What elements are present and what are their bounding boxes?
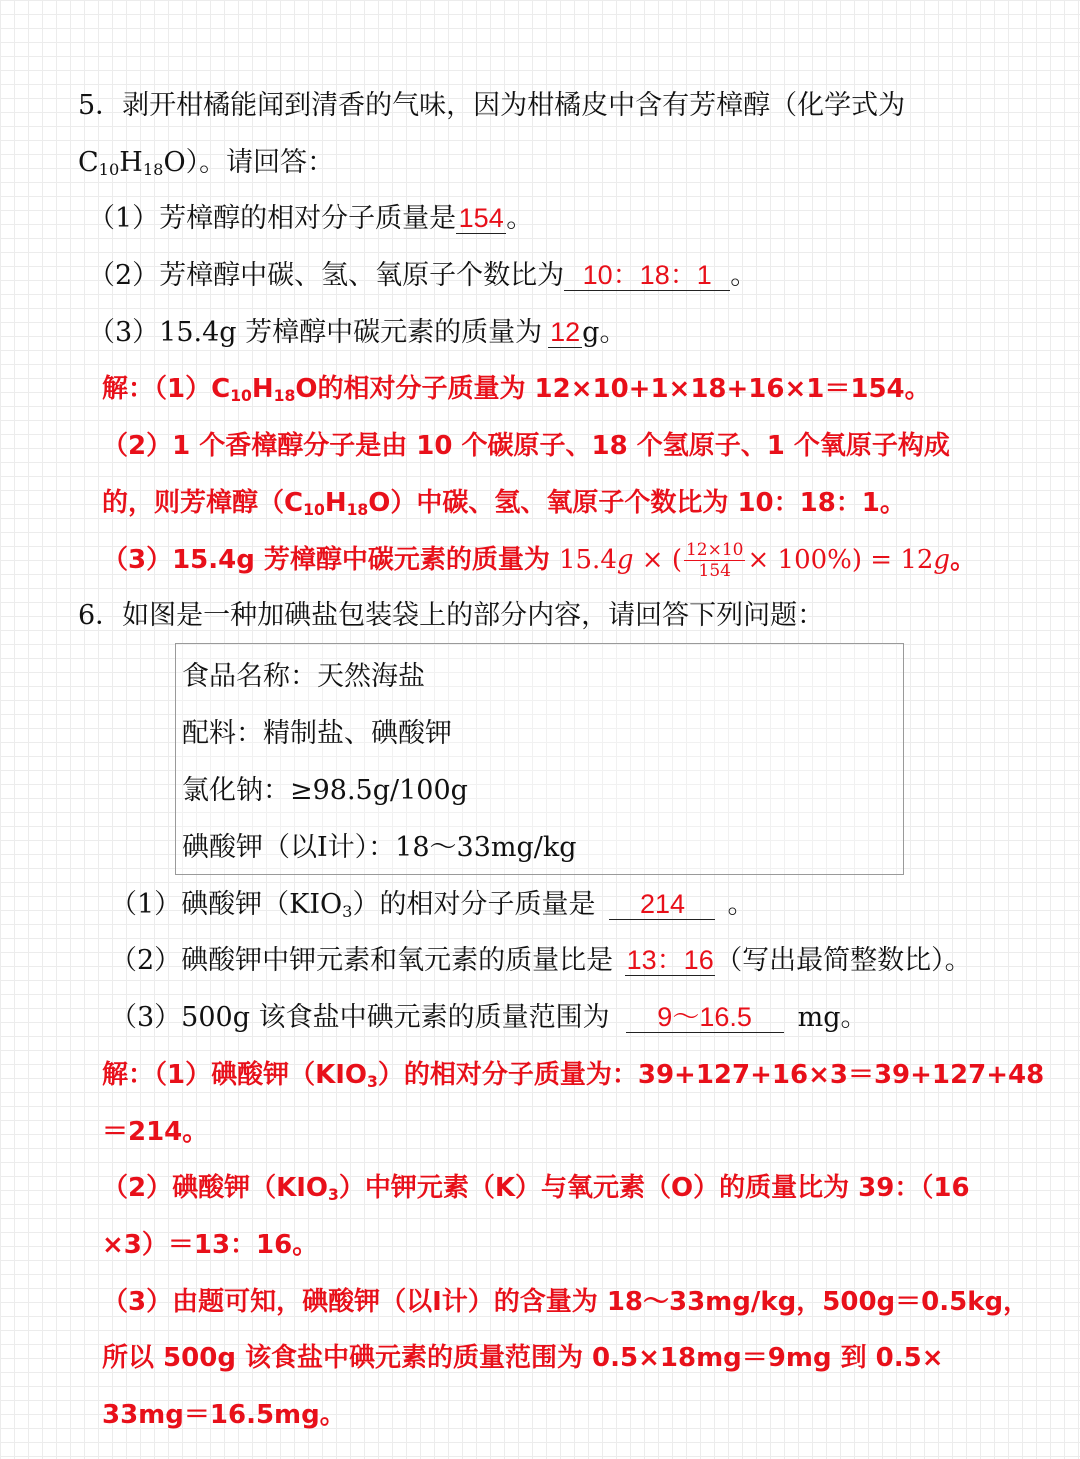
q6-part2-end: （写出最简整数比）。: [715, 945, 972, 976]
q5-part3-answer: 12: [550, 317, 581, 347]
q6-part1-answer: 214: [609, 889, 715, 920]
label-row-potassium-iodate: 碘酸钾（以Ⅰ计）：18～33mg/kg: [182, 832, 577, 863]
formula-o: O: [163, 147, 186, 178]
q6-solution-line2: ＝214。: [102, 1117, 209, 1147]
q6-solution-line6: 所以 500g 该食盐中碘元素的质量范围为 0.5×18mg＝9mg 到 0.5×: [102, 1343, 944, 1373]
q6-solution-line7: 33mg＝16.5mg。: [102, 1400, 346, 1430]
formula-c: C: [78, 147, 99, 178]
formula-c: C: [284, 488, 304, 518]
q5-solution-line3: [102, 483, 906, 530]
q5-part3-text: （3）15.4g 芳樟醇中碳元素的质量为: [88, 317, 543, 348]
q5-solution-label: 解：（1）: [102, 374, 212, 404]
formula-h-count: 18: [273, 386, 296, 405]
formula-h: H: [324, 488, 347, 518]
formula-o: O: [368, 488, 391, 518]
label-row-product-name: 食品名称：天然海盐: [182, 661, 425, 692]
q5-solution-line3-a: 的，则芳樟醇（: [102, 488, 285, 518]
q6-stem: 6．如图是一种加碘盐包装袋上的部分内容，请回答下列问题：: [78, 600, 825, 631]
formula-h: H: [119, 147, 143, 178]
q5-solution-line1-rest: 的相对分子质量为 12×10+1×18+16×1＝154。: [317, 374, 931, 404]
q5-part2-answer: 10：18：1: [564, 260, 730, 291]
q5-part1-text: （1）芳樟醇的相对分子质量是: [88, 203, 457, 234]
q6-part2-text: （2）碘酸钾中钾元素和氧元素的质量比是: [110, 945, 614, 976]
q6-part3-answer: 9～16.5: [626, 1002, 784, 1033]
q5-part3: [88, 313, 626, 353]
q6-part3-text: （3）500g 该食盐中碘元素的质量范围为: [110, 1002, 610, 1033]
subscript-3: 3: [342, 902, 353, 922]
q5-part1-answer: 154: [456, 203, 506, 234]
formula-c-count: 10: [230, 386, 252, 405]
q6-solution-line5: （3）由题可知，碘酸钾（以Ⅰ计）的含量为 18～33mg/kg，500g＝0.5kg，: [102, 1287, 1030, 1317]
formula-o: O: [295, 374, 318, 404]
q6-solution-line1-a: 解：（1）碘酸钾（KIO: [102, 1060, 368, 1090]
q5-part2-text: （2）芳樟醇中碳、氢、氧原子个数比为: [88, 260, 565, 291]
fraction-denominator: 154: [698, 561, 731, 581]
q5-solution-line4-a: （3）15.4g 芳樟醇中碳元素的质量为: [102, 545, 550, 575]
q6-solution-line1-b: ）的相对分子质量为：39+127+16×3＝39+127+48: [377, 1060, 1045, 1090]
subscript-3: 3: [328, 1185, 339, 1204]
q5-part1-end: 。: [506, 203, 534, 234]
q6-part2-answer: 13：16: [626, 945, 714, 975]
q5-solution-line2: （2）1 个香樟醇分子是由 10 个碳原子、18 个氢原子、1 个氧原子构成: [102, 431, 950, 461]
q6-part1-text-a: （1）碘酸钾（KIO: [110, 889, 343, 920]
q6-part1-end: 。: [727, 889, 755, 920]
label-row-ingredients: 配料：精制盐、碘酸钾: [182, 718, 452, 749]
salt-package-label: [175, 643, 904, 875]
math-expression-end: × 100%) = 12𝑔: [747, 545, 951, 575]
fraction-numerator: 12×10: [685, 540, 744, 560]
q6-solution-line3: [102, 1168, 970, 1215]
q5-solution-line1: [102, 369, 931, 416]
formula-c-count: 10: [303, 500, 325, 519]
q5-part2: [88, 256, 757, 296]
q6-solution-line4: ×3）＝13：16。: [102, 1230, 319, 1260]
q5-solution-line4-end: 。: [950, 545, 977, 575]
q6-part3-end: mg。: [797, 1002, 868, 1033]
q6-solution-line3-a: （2）碘酸钾（KIO: [102, 1173, 329, 1203]
q5-part3-end: g。: [582, 317, 627, 348]
subscript-3: 3: [367, 1072, 378, 1091]
label-row-sodium-chloride: 氯化钠：≥98.5g/100g: [182, 775, 468, 806]
q6-part2: [110, 941, 972, 981]
q6-part1: [110, 885, 754, 932]
formula-c: C: [211, 374, 231, 404]
q6-solution-line3-b: ）中钾元素（K）与氧元素（O）的质量比为 39：（16: [338, 1173, 970, 1203]
q5-part1: [88, 199, 533, 239]
q6-part1-text-b: ）的相对分子质量是: [352, 889, 596, 920]
fraction: [684, 540, 746, 581]
formula-h-count: 18: [346, 500, 369, 519]
q5-part2-end: 。: [730, 260, 758, 291]
q6-part3: [110, 998, 867, 1038]
q5-stem-line1: 5．剥开柑橘能闻到清香的气味，因为柑橘皮中含有芳樟醇（化学式为: [78, 90, 906, 121]
q6-solution-line1: [102, 1055, 1044, 1102]
formula-c-count: 10: [98, 160, 120, 180]
q5-stem-line2: [78, 143, 334, 190]
formula-h-count: 18: [142, 160, 164, 180]
formula-h: H: [251, 374, 274, 404]
math-expression-start: 15.4𝑔 × (: [558, 545, 682, 575]
q5-stem-tail: ）。请回答：: [185, 147, 335, 178]
q5-solution-line4: [102, 540, 976, 581]
q5-solution-line3-b: ）中碳、氢、氧原子个数比为 10：18：1。: [390, 488, 906, 518]
